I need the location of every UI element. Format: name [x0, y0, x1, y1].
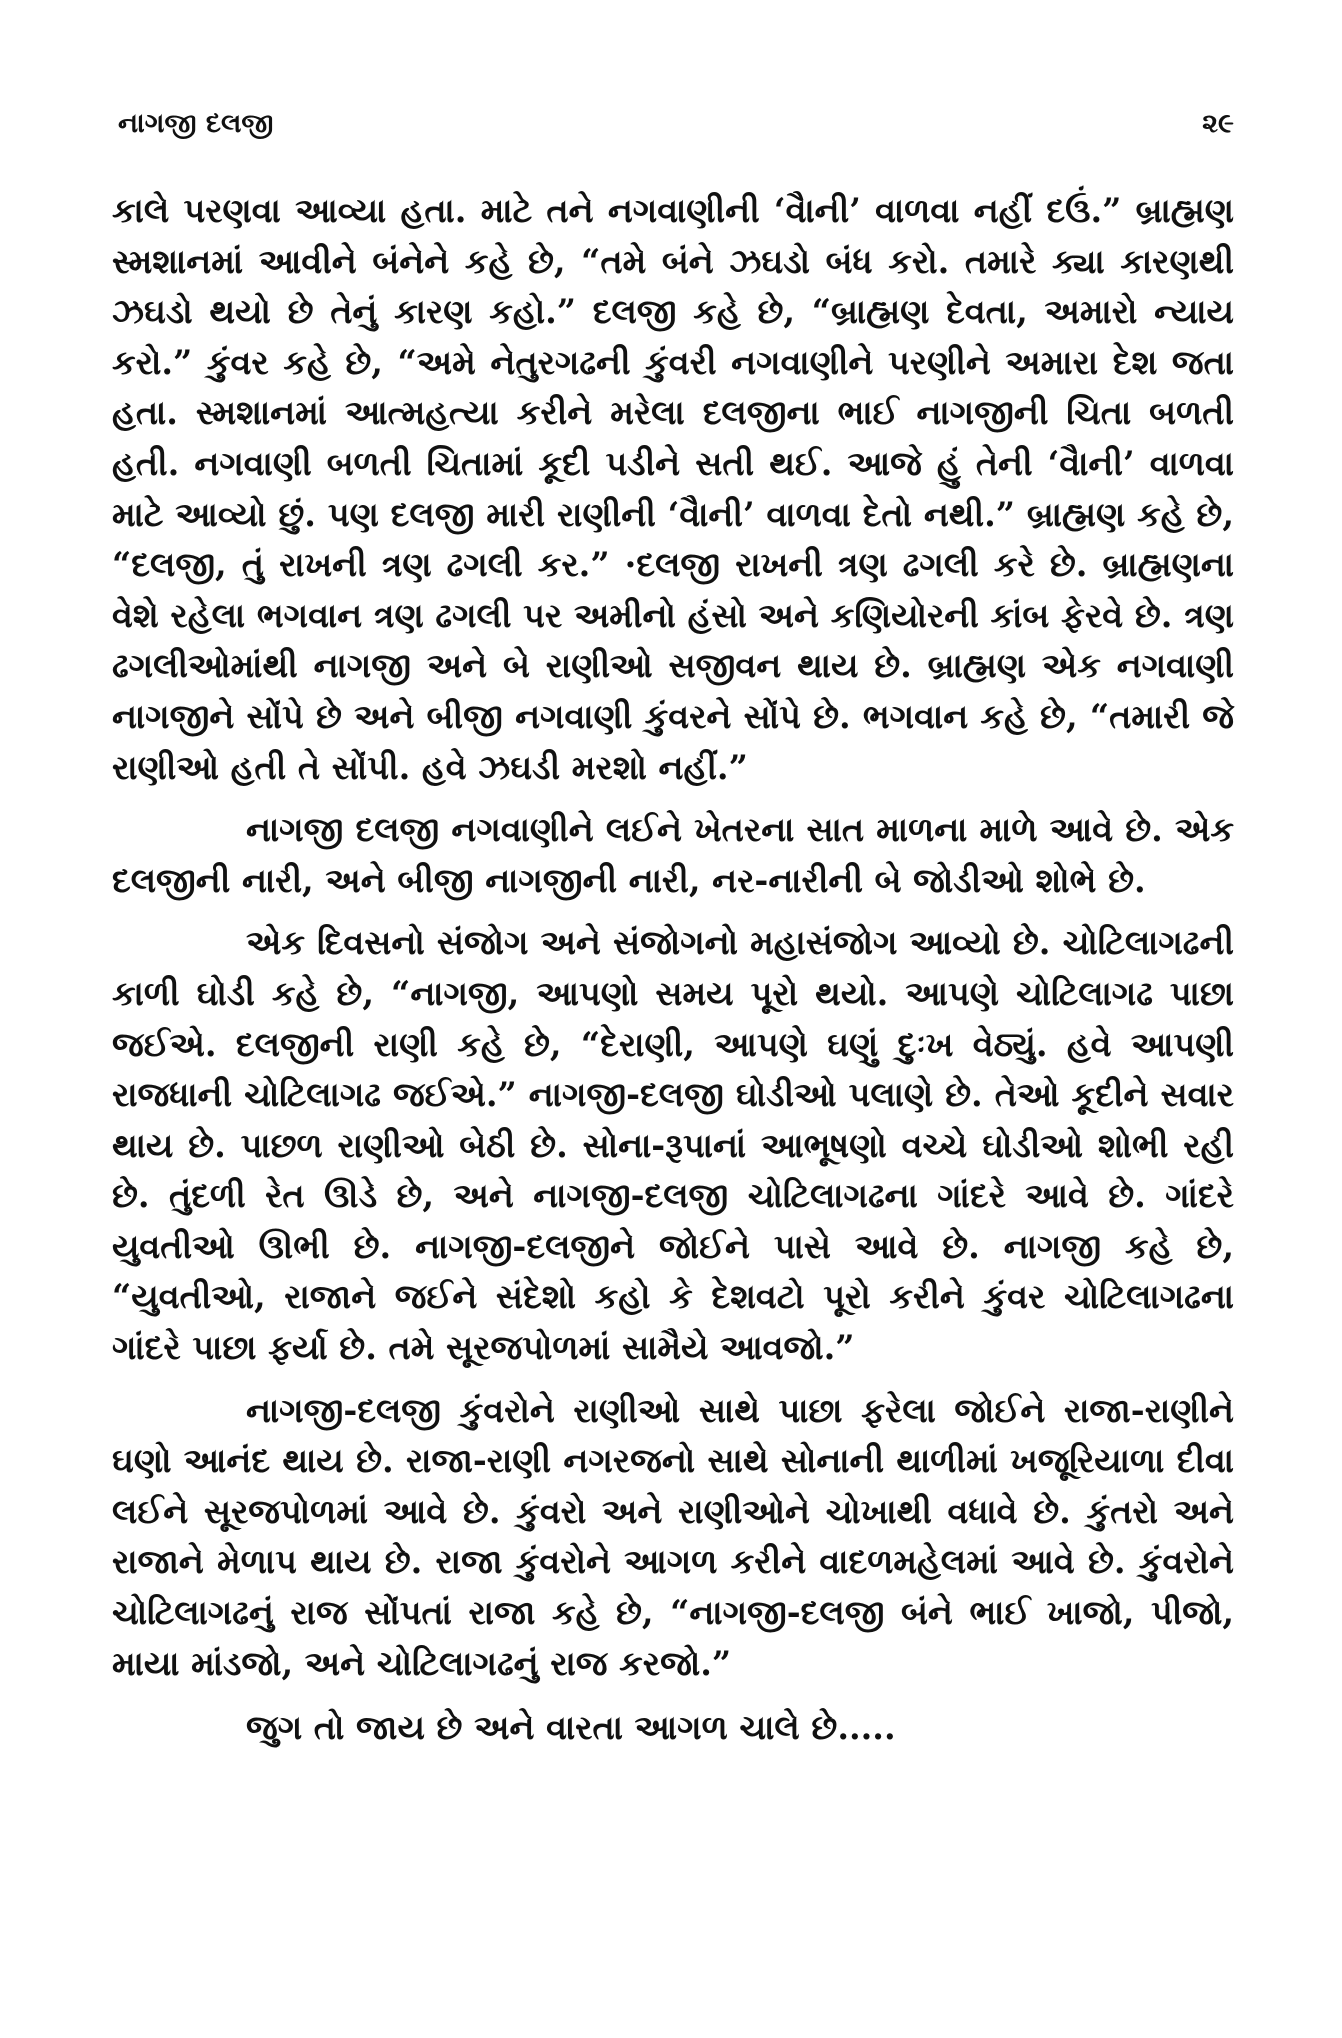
paragraph-4: નાગજી-દલજી કુંવરોને રાણીઓ સાથે પાછા ફરેલા જોઈને રાજા-રાણીને ઘણો આનંદ થાય છે. રાજા-રાણી નગરજનો સાથે સોનાની થાળીમાં ખજૂરિયાળા દીવા લઈને સૂરજપોળમાં આવે છે. કુંવરો અને રાણીઓને ચોખાથી વધાવે છે. કુંતરો અને રાજાને મેળાપ થાય છે. રાજા કુંવરોને આગળ કરીને વાદળમહેલમાં આવે છે. કુંવરોને ચોટિલાગઢનું રાજ સોંપતાં રાજા કહે છે, “નાગજી-દલજી બંને ભાઈ ખાજો, પીજો, માયા માંડજો, અને ચોટિલાગઢનું રાજ કરજો.” [112, 1390, 1234, 1683]
paragraph-5: જુગ તો જાય છે અને વારતા આગળ ચાલે છે..... [246, 1708, 896, 1748]
running-title: નાગજી દલજી [118, 108, 274, 139]
paragraph-1: કાલે પરણવા આવ્યા હતા. માટે તને નગવાણીની ‘વૈાની’ વાળવા નહીં દઉં.” બ્રાહ્મણ સ્મશાનમાં આવીને બંનેને કહે છે, “તમે બંને ઝઘડો બંધ કરો. તમારે ક્યા કારણથી ઝઘડો થયો છે તેનું કારણ કહો.” દલજી કહે છે, “બ્રાહ્મણ દેવતા, અમારો ન્યાય કરો.” કુંવર કહે છે, “અમે નેતુરગઢની કુંવરી નગવાણીને પરણીને અમારા દેશ જતા હતા. સ્મશાનમાં આત્મહત્યા કરીને મરેલા દલજીના ભાઈ નાગજીની ચિતા બળતી હતી. નગવાણી બળતી ચિતામાં કૂદી પડીને સતી થઈ. આજે હું તેની ‘વૈાની’ વાળવા માટે આવ્યો છું. પણ દલજી મારી રાણીની ‘વૈાની’ વાળવા દેતો નથી.” બ્રાહ્મણ કહે છે, “દલજી, તું રાખની ત્રણ ઢગલી કર.” ·દલજી રાખની ત્રણ ઢગલી કરે છે. બ્રાહ્મણના વેશે રહેલા ભગવાન ત્રણ ઢગલી પર અમીનો હંસો અને કણિયોરની કાંબ ફેરવે છે. ત્રણ ઢગલીઓમાંથી નાગજી અને બે રાણીઓ સજીવન થાય છે. બ્રાહ્મણ એક નગવાણી નાગજીને સોંપે છે અને બીજી નગવાણી કુંવરને સોંપે છે. ભગવાન કહે છે, “તમારી જે રાણીઓ હતી તે સોંપી. હવે ઝઘડી મરશો નહીં.” [112, 191, 1234, 787]
page-number: ૨૯ [1202, 108, 1234, 139]
running-header [118, 108, 1234, 148]
body-text [112, 186, 1234, 1754]
paragraph-3: એક દિવસનો સંજોગ અને સંજોગનો મહાસંજોગ આવ્યો છે. ચોટિલાગઢની કાળી ઘોડી કહે છે, “નાગજી, આપણો સમય પૂરો થયો. આપણે ચોટિલાગઢ પાછા જઈએ. દલજીની રાણી કહે છે, “દેરાણી, આપણે ઘણું દુઃખ વેઠ્યું. હવે આપણી રાજધાની ચોટિલાગઢ જઈએ.” નાગજી-દલજી ઘોડીઓ પલાણે છે. તેઓ કૂદીને સવાર થાય છે. પાછળ રાણીઓ બેઠી છે. સોના-રૂપાનાં આભૂષણો વચ્ચે ઘોડીઓ શોભી રહી છે. તુંદળી રેત ઊડે છે, અને નાગજી-દલજી ચોટિલાગઢના ગાંદરે આવે છે. ગાંદરે યુવતીઓ ઊભી છે. નાગજી-દલજીને જોઈને પાસે આવે છે. નાગજી કહે છે, “યુવતીઓ, રાજાને જઈને સંદેશો કહો કે દેશવટો પૂરો કરીને કુંવર ચોટિલાગઢના ગાંદરે પાછા ફર્યા છે. તમે સૂરજપોળમાં સામૈયે આવજો.” [112, 923, 1234, 1368]
paragraph-2: નાગજી દલજી નગવાણીને લઈને ખેતરના સાત માળના માળે આવે છે. એક દલજીની નારી, અને બીજી નાગજીની નારી, નર-નારીની બે જોડીઓ શોભે છે. [112, 810, 1234, 900]
